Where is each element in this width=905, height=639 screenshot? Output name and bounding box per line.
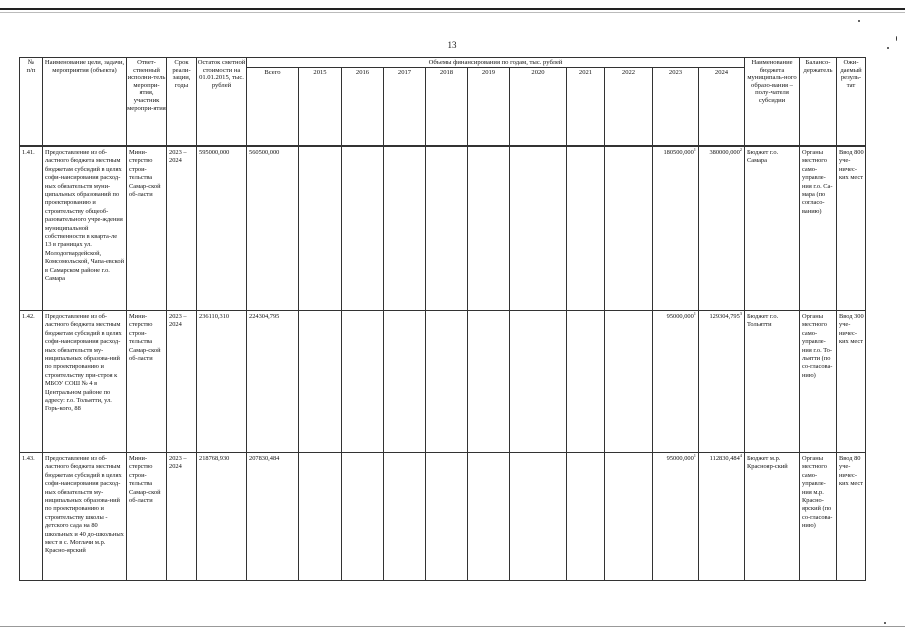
row-term-text: 2023 – 2024 xyxy=(169,455,187,471)
row-recipient-text: Бюджет м.р. Краснояр-ский xyxy=(747,455,788,471)
row-num-text: 1.42. xyxy=(22,313,35,320)
header-remainder: Остаток сметной стоимости на 01.01.2015, тыс. рублей xyxy=(197,58,247,146)
row-term xyxy=(167,311,197,453)
header-term: Срок реали-зации, годы xyxy=(167,58,197,146)
row-total-text: 207830,484 xyxy=(249,455,280,462)
footnote-marker: 1 xyxy=(693,146,696,152)
header-total: Всего xyxy=(247,68,299,146)
row-2021 xyxy=(567,311,605,453)
scan-bottom-edge xyxy=(0,626,905,627)
row-2015 xyxy=(299,453,342,581)
header-year: 2020 xyxy=(510,68,567,146)
row-num xyxy=(20,147,43,311)
row-2015 xyxy=(299,311,342,453)
row-2022 xyxy=(605,147,653,311)
row-responsible xyxy=(127,453,167,581)
scan-speck xyxy=(887,47,889,49)
row-2020 xyxy=(510,453,567,581)
header-holder: Балансо-держатель xyxy=(800,58,837,146)
header-name: Наименование цели, задачи, мероприятия (объекта) xyxy=(43,58,127,146)
footnote-marker: 2 xyxy=(739,146,742,152)
row-2023 xyxy=(653,147,699,311)
footnote-marker: 1 xyxy=(693,452,696,458)
row-total xyxy=(247,311,299,453)
row-2023-text: 95000,000 xyxy=(666,313,694,320)
row-2024 xyxy=(699,311,745,453)
header-year: 2017 xyxy=(384,68,426,146)
page-number: 13 xyxy=(447,40,457,50)
header-year: 2022 xyxy=(605,68,653,146)
scan-top-edge-shadow xyxy=(0,12,905,13)
row-remainder xyxy=(197,453,247,581)
scan-speck xyxy=(858,20,860,22)
row-total xyxy=(247,453,299,581)
scan-speck xyxy=(884,622,886,624)
row-2017 xyxy=(384,147,426,311)
row-remainder-text: 236110,310 xyxy=(199,313,230,320)
header-result: Ожи-даемый резуль-тат xyxy=(837,58,866,146)
row-num-text: 1.43. xyxy=(22,455,35,462)
row-2016 xyxy=(342,147,384,311)
row-responsible xyxy=(127,311,167,453)
row-result-text: Ввод 300 уче-ничес-ких мест xyxy=(839,313,864,346)
row-2018 xyxy=(426,147,468,311)
row-2024 xyxy=(699,147,745,311)
row-num xyxy=(20,453,43,581)
row-2021 xyxy=(567,453,605,581)
header-year: 2021 xyxy=(567,68,605,146)
header-year: 2024 xyxy=(699,68,745,146)
header-recipient: Наименование бюджета муниципаль-ного образо-вания – полу-чателя субсидии xyxy=(745,58,800,146)
row-2023 xyxy=(653,453,699,581)
row-result-text: Ввод 800 уче-ничес-ких мест xyxy=(839,149,864,182)
row-term-text: 2023 – 2024 xyxy=(169,149,187,165)
header-year: 2015 xyxy=(299,68,342,146)
table-row xyxy=(20,147,866,311)
row-term xyxy=(167,147,197,311)
row-2016 xyxy=(342,453,384,581)
row-total-text: 560500,000 xyxy=(249,149,280,156)
funding-table xyxy=(19,57,866,146)
row-2023-text: 95000,000 xyxy=(666,455,694,462)
row-2021 xyxy=(567,147,605,311)
table-row xyxy=(20,453,866,581)
table-row xyxy=(20,311,866,453)
row-holder xyxy=(800,147,837,311)
row-result xyxy=(837,453,866,581)
row-num xyxy=(20,311,43,453)
row-total-text: 224304,795 xyxy=(249,313,280,320)
row-term xyxy=(167,453,197,581)
row-holder-text: Органы местного само-управле-ния г.о. То-льятти (по со-гласова-нию) xyxy=(802,313,833,379)
row-2019 xyxy=(468,453,510,581)
row-2020 xyxy=(510,311,567,453)
row-recipient-text: Бюджет г.о. Тольятти xyxy=(747,313,779,329)
row-2016 xyxy=(342,311,384,453)
row-remainder-text: 218768,930 xyxy=(199,455,230,462)
row-recipient xyxy=(745,453,800,581)
row-responsible xyxy=(127,147,167,311)
row-name-text: Предоставление из об-ластного бюджета местным бюджетам субсидий в целях софи-нансирования расход-ных обязательств му-ниципальных образова-ний по проектированию и строительству школы - детского сада на 80 школьных и 40 до-школьных мест в с. Моглачи м.р. Красно-ярский xyxy=(45,455,124,555)
row-remainder xyxy=(197,147,247,311)
header-funding-group: Объемы финансирования по годам, тыс. рублей xyxy=(247,58,745,68)
row-2019 xyxy=(468,311,510,453)
row-remainder-text: 595000,000 xyxy=(199,149,230,156)
row-remainder xyxy=(197,311,247,453)
row-responsible-text: Мини-стерство строи-тельства Самар-ской об-ласти xyxy=(129,455,161,505)
scan-top-edge xyxy=(0,8,905,10)
row-holder xyxy=(800,311,837,453)
scan-speck xyxy=(896,36,897,41)
row-name xyxy=(43,311,127,453)
row-responsible-text: Мини-стерство строи-тельства Самар-ской об-ласти xyxy=(129,149,161,199)
footnote-marker: 1 xyxy=(693,310,696,316)
row-name-text: Предоставление из об-ластного бюджета местным бюджетам субсидий в целях софи-нансирования расход-ных обязательств муни-ципальных образований по проектированию и строительству общеоб-разовательного учре-ждения муниципальной собственности в кварта-ле 13 в границах ул. Молодогвардейской, Комсомольской, Чапа-евской в Самарском районе г.о. Самара xyxy=(45,149,124,283)
row-name xyxy=(43,147,127,311)
row-holder-text: Органы местного само-управле-ния г.о. Са-мара (по согласо-ванию) xyxy=(802,149,833,215)
row-2022 xyxy=(605,311,653,453)
row-responsible-text: Мини-стерство строи-тельства Самар-ской об-ласти xyxy=(129,313,161,363)
row-result xyxy=(837,311,866,453)
row-2024-text: 380000,000 xyxy=(709,149,740,156)
row-2015 xyxy=(299,147,342,311)
row-2019 xyxy=(468,147,510,311)
row-2018 xyxy=(426,311,468,453)
row-2017 xyxy=(384,453,426,581)
row-2024-text: 112830,484 xyxy=(709,455,740,462)
header-num: № п/п xyxy=(20,58,43,146)
header-year: 2019 xyxy=(468,68,510,146)
row-num-text: 1.41. xyxy=(22,149,35,156)
row-name-text: Предоставление из об-ластного бюджета местным бюджетам субсидий в целях софи-нансирования расход-ных обязательств му-ниципальных образова-ний по проектированию и строительству при-строя к МБОУ СОШ № 4 в Центральном районе по адресу: г.о. Тольятти, ул. Горь-кого, 88 xyxy=(45,313,122,413)
row-2023 xyxy=(653,311,699,453)
row-term-text: 2023 – 2024 xyxy=(169,313,187,329)
header-year: 2018 xyxy=(426,68,468,146)
row-2022 xyxy=(605,453,653,581)
row-total xyxy=(247,147,299,311)
row-recipient xyxy=(745,147,800,311)
row-name xyxy=(43,453,127,581)
row-2024 xyxy=(699,453,745,581)
header-year: 2016 xyxy=(342,68,384,146)
row-result xyxy=(837,147,866,311)
row-holder-text: Органы местного само-управле-ния м.р. Красно-ярский (по со-гласова-нию) xyxy=(802,455,833,530)
row-holder xyxy=(800,453,837,581)
header-responsible: Ответ-ственный исполни-тель меропри-ятия, участник меропри-ятия xyxy=(127,58,167,146)
row-2024-text: 129304,795 xyxy=(709,313,740,320)
funding-table-body xyxy=(19,146,866,581)
row-recipient-text: Бюджет г.о. Самара xyxy=(747,149,779,165)
row-2018 xyxy=(426,453,468,581)
row-2020 xyxy=(510,147,567,311)
row-recipient xyxy=(745,311,800,453)
footnote-marker: 3 xyxy=(739,310,742,316)
header-year: 2023 xyxy=(653,68,699,146)
row-2017 xyxy=(384,311,426,453)
row-result-text: Ввод 80 уче-ничес-ких мест xyxy=(839,455,863,488)
row-2023-text: 180500,000 xyxy=(663,149,694,156)
footnote-marker: 4 xyxy=(739,452,742,458)
